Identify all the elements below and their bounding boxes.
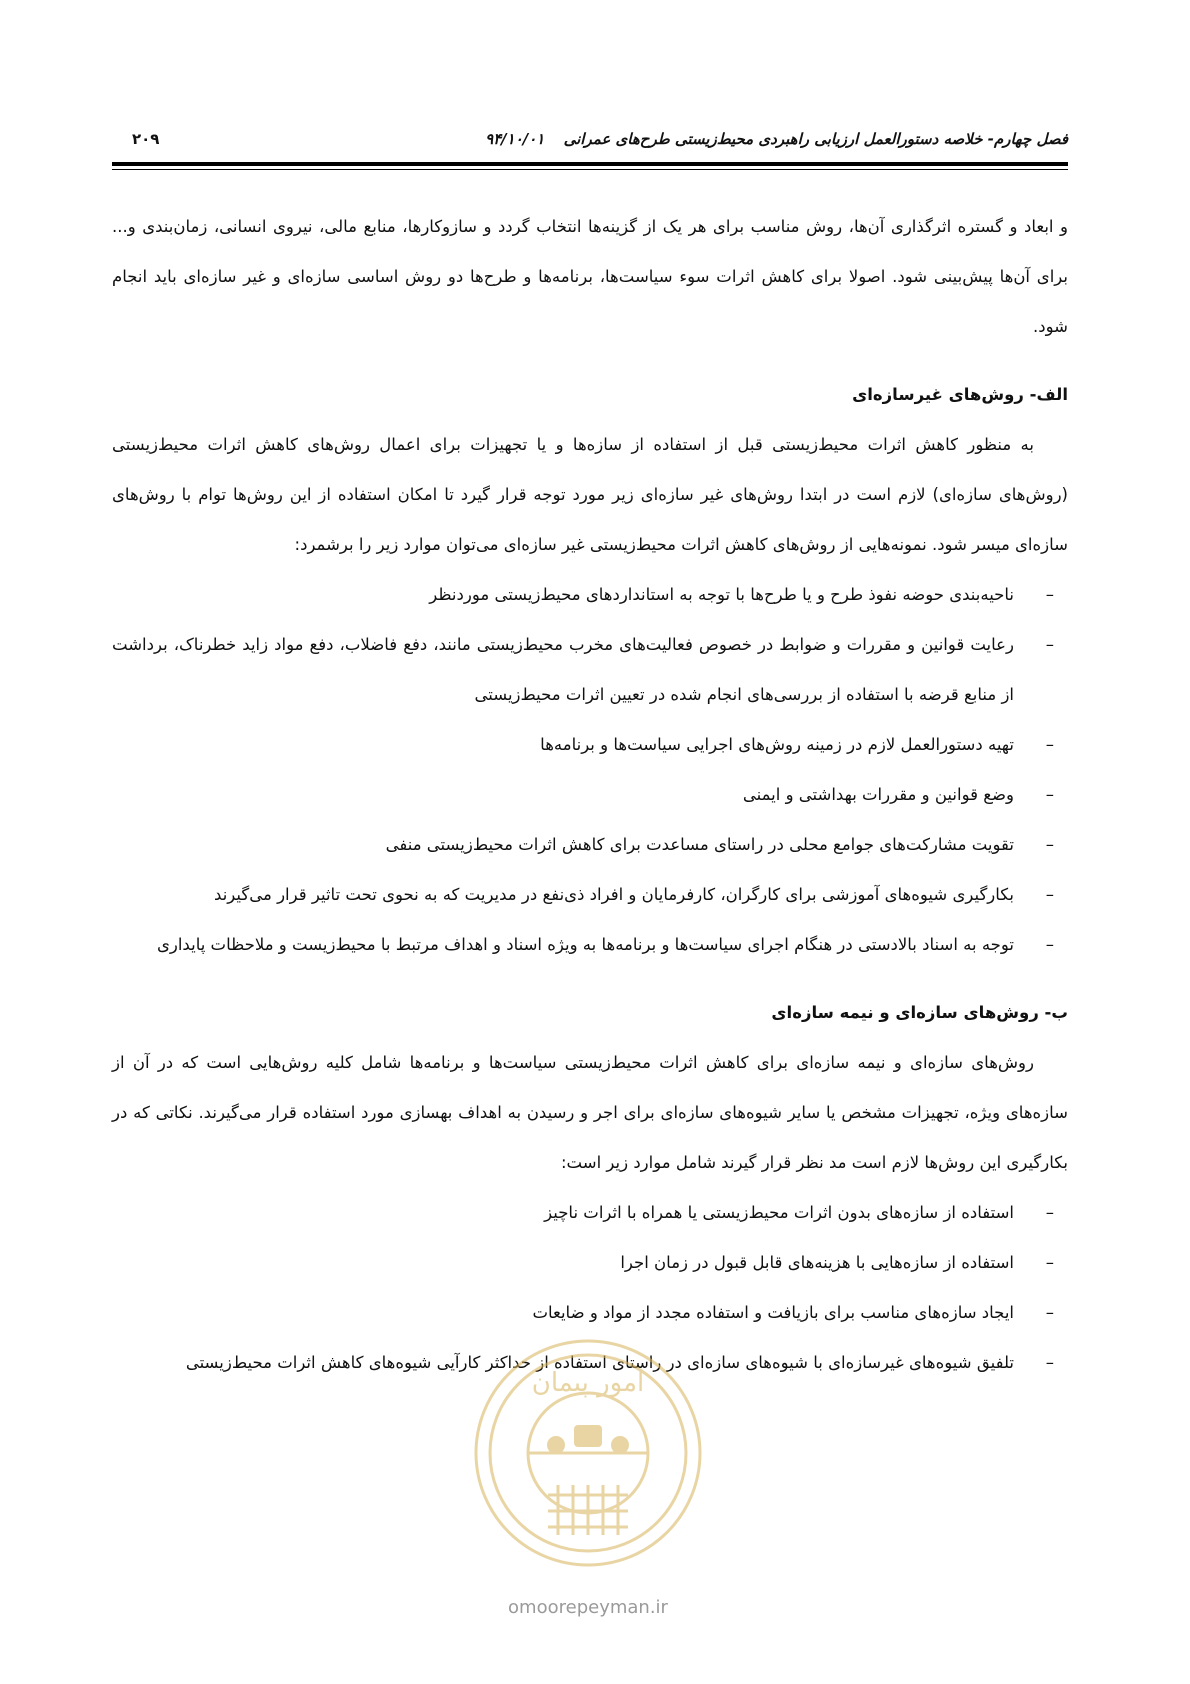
section-a-heading: الف- روش‌های غیرسازه‌ای [852, 385, 1068, 404]
list-item-text: ناحیه‌بندی حوضه نفوذ طرح و یا طرح‌ها با توجه به استانداردهای محیط‌زیستی موردنظر [429, 585, 1014, 604]
list-item [112, 570, 1068, 620]
list-item [112, 720, 1068, 770]
list-item [112, 620, 1068, 720]
dash-bullet-icon: – [1045, 1203, 1054, 1222]
list-item-text: توجه به اسناد بالادستی در هنگام اجرای سیاست‌ها و برنامه‌ها به ویژه اسناد و اهداف مرتبط با محیط‌زیست و ملاحظات پایداری [156, 935, 1014, 954]
header-rule-thick [112, 162, 1068, 166]
dash-bullet-icon: – [1045, 1253, 1054, 1272]
seal-text: امور پیمان [531, 1368, 645, 1398]
dash-bullet-icon: – [1045, 735, 1054, 754]
chapter-title: فصل چهارم- خلاصه دستورالعمل ارزیابی راهبردی محیط‌زیستی طرح‌های عمرانی [563, 130, 1068, 148]
document-date: ۹۴/۱۰/۰۱ [485, 130, 545, 148]
list-item-text: تلفیق شیوه‌های غیرسازه‌ای با شیوه‌های سازه‌ای در راستای استفاده از حداکثر کارآیی شیوه‌های کاهش اثرات محیط‌زیستی [185, 1353, 1014, 1372]
dash-bullet-icon: – [1045, 835, 1054, 854]
list-item-text: تقویت مشارکت‌های جوامع محلی در راستای مساعدت برای کاهش اثرات محیط‌زیستی منفی [385, 835, 1014, 854]
section-b-list [112, 1188, 1068, 1388]
watermark-url: omoorepeyman.ir [508, 1597, 668, 1618]
list-item [112, 870, 1068, 920]
running-title [485, 130, 1068, 148]
dash-bullet-icon: – [1045, 585, 1054, 604]
list-item [112, 1338, 1068, 1388]
dash-bullet-icon: – [1045, 635, 1054, 654]
intro-paragraph: و ابعاد و گستره اثرگذاری آن‌ها، روش مناسب برای هر یک از گزینه‌ها انتخاب گردد و سازوکارها، منابع مالی، نیروی انسانی، زمان‌بندی و... برای آن‌ها پیش‌بینی شود. اصولا برای کاهش اثرات سوء سیاست‌ها، برنامه‌ها و طرح‌ها دو روش اساسی سازه‌ای و غیر سازه‌ای باید انجام شود. [112, 217, 1068, 336]
header-rule-thin [112, 169, 1068, 170]
list-item-text: وضع قوانین و مقررات بهداشتی و ایمنی [742, 785, 1014, 804]
dash-bullet-icon: – [1045, 935, 1054, 954]
page-body [112, 202, 1068, 1388]
dash-bullet-icon: – [1045, 885, 1054, 904]
section-b-paragraph: روش‌های سازه‌ای و نیمه سازه‌ای برای کاهش اثرات محیط‌زیستی سیاست‌ها و برنامه‌ها شامل کلیه روش‌هایی است که در آن از سازه‌های ویژه، تجهیزات مشخص یا سایر شیوه‌های سازه‌ای برای اجر و رسیدن به اهداف بهسازی مورد استفاده قرار می‌گیرند. نکاتی که در بکارگیری این روش‌ها لازم است مد نظر قرار گیرند شامل موارد زیر است: [112, 1053, 1068, 1172]
dash-bullet-icon: – [1045, 785, 1054, 804]
list-item [112, 820, 1068, 870]
list-item [112, 920, 1068, 970]
list-item-text: استفاده از سازه‌های بدون اثرات محیط‌زیستی یا همراه با اثرات ناچیز [544, 1203, 1014, 1222]
dash-bullet-icon: – [1045, 1353, 1054, 1372]
list-item-text: بکارگیری شیوه‌های آموزشی برای کارگران، کارفرمایان و افراد ذی‌نفع در مدیریت که به نحوی تحت تاثیر قرار می‌گیرند [214, 885, 1014, 904]
list-item [112, 1188, 1068, 1238]
list-item-text: تهیه دستورالعمل لازم در زمینه روش‌های اجرایی سیاست‌ها و برنامه‌ها [540, 735, 1014, 754]
list-item-text: استفاده از سازه‌هایی با هزینه‌های قابل قبول در زمان اجرا [620, 1253, 1014, 1272]
page-header [112, 124, 1068, 154]
section-b-heading: ب- روش‌های سازه‌ای و نیمه سازه‌ای [771, 1003, 1068, 1022]
list-item [112, 1288, 1068, 1338]
list-item [112, 770, 1068, 820]
list-item-text: رعایت قوانین و مقررات و ضوابط در خصوص فعالیت‌های مخرب محیط‌زیستی مانند، دفع فاضلاب، دفع مواد زاید خطرناک، برداشت از منابع قرضه با استفاده از بررسی‌های انجام شده در تعیین اثرات محیط‌زیستی [112, 635, 1014, 704]
section-a-list [112, 570, 1068, 970]
list-item [112, 1238, 1068, 1288]
page-number: ۲۰۹ [132, 130, 160, 148]
dash-bullet-icon: – [1045, 1303, 1054, 1322]
section-a-paragraph: به منظور کاهش اثرات محیط‌زیستی قبل از استفاده از سازه‌ها و یا تجهیزات برای اعمال روش‌های کاهش اثرات محیط‌زیستی (روش‌های سازه‌ای) لازم است در ابتدا روش‌های غیر سازه‌ای زیر مورد توجه قرار گیرد تا امکان استفاده از این روش‌ها توام با روش‌های سازه‌ای میسر شود. نمونه‌هایی از روش‌های کاهش اثرات محیط‌زیستی غیر سازه‌ای می‌توان موارد زیر را برشمرد: [112, 435, 1068, 554]
list-item-text: ایجاد سازه‌های مناسب برای بازیافت و استفاده مجدد از مواد و ضایعات [532, 1303, 1014, 1322]
